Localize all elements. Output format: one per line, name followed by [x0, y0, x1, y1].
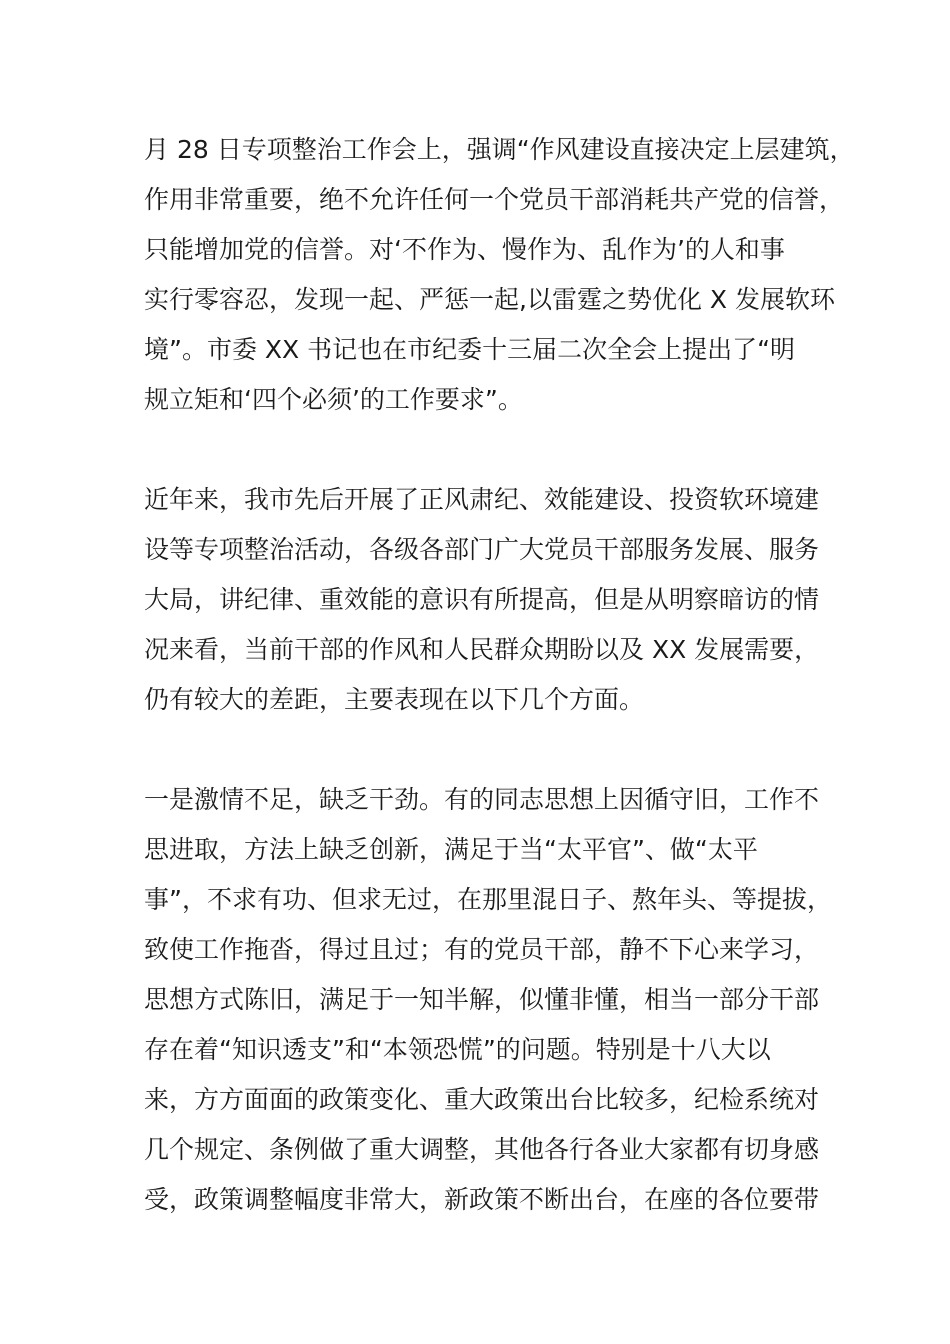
text-line: 受，政策调整幅度非常大，新政策不断出台，在座的各位要带	[144, 1185, 820, 1214]
text-line: 境”。市委 XX 书记也在市纪委十三届二次全会上提出了“明	[144, 335, 796, 364]
text-line: 近年来，我市先后开展了正风肃纪、效能建设、投资软环境建	[144, 485, 820, 514]
text-line: 实行零容忍，发现一起、严惩一起,以雷霆之势优化 X 发展软环	[144, 285, 835, 314]
text-line: 来，方方面面的政策变化、重大政策出台比较多，纪检系统对	[144, 1085, 820, 1114]
paragraph-2	[144, 475, 824, 725]
text-line: 月 28 日专项整治工作会上，强调“作风建设直接决定上层建筑，	[144, 135, 855, 164]
text-line: 作用非常重要，绝不允许任何一个党员干部消耗共产党的信誉，	[144, 185, 845, 214]
text-line: 致使工作拖沓，得过且过；有的党员干部，静不下心来学习，	[144, 935, 820, 964]
paragraph-3	[144, 775, 832, 1225]
text-line: 仍有较大的差距，主要表现在以下几个方面。	[144, 685, 645, 714]
text-line: 思进取，方法上缺乏创新，满足于当“太平官”、做“太平	[144, 835, 758, 864]
text-line: 规立矩和‘四个必须’的工作要求”。	[144, 385, 523, 414]
paragraph-1	[144, 125, 855, 425]
text-line: 设等专项整治活动，各级各部门广大党员干部服务发展、服务	[144, 535, 820, 564]
text-line: 一是激情不足，缺乏干劲。有的同志思想上因循守旧，工作不	[144, 785, 820, 814]
text-line: 存在着“知识透支”和“本领恐慌”的问题。特别是十八大以	[144, 1035, 771, 1064]
text-line: 大局，讲纪律、重效能的意识有所提高，但是从明察暗访的情	[144, 585, 820, 614]
text-line: 思想方式陈旧，满足于一知半解，似懂非懂，相当一部分干部	[144, 985, 820, 1014]
text-line: 几个规定、条例做了重大调整，其他各行各业大家都有切身感	[144, 1135, 820, 1164]
text-line: 事”，不求有功、但求无过，在那里混日子、熬年头、等提拔，	[144, 885, 832, 914]
text-line: 况来看，当前干部的作风和人民群众期盼以及 XX 发展需要，	[144, 635, 820, 664]
text-line: 只能增加党的信誉。对‘不作为、慢作为、乱作为’的人和事	[144, 235, 785, 264]
